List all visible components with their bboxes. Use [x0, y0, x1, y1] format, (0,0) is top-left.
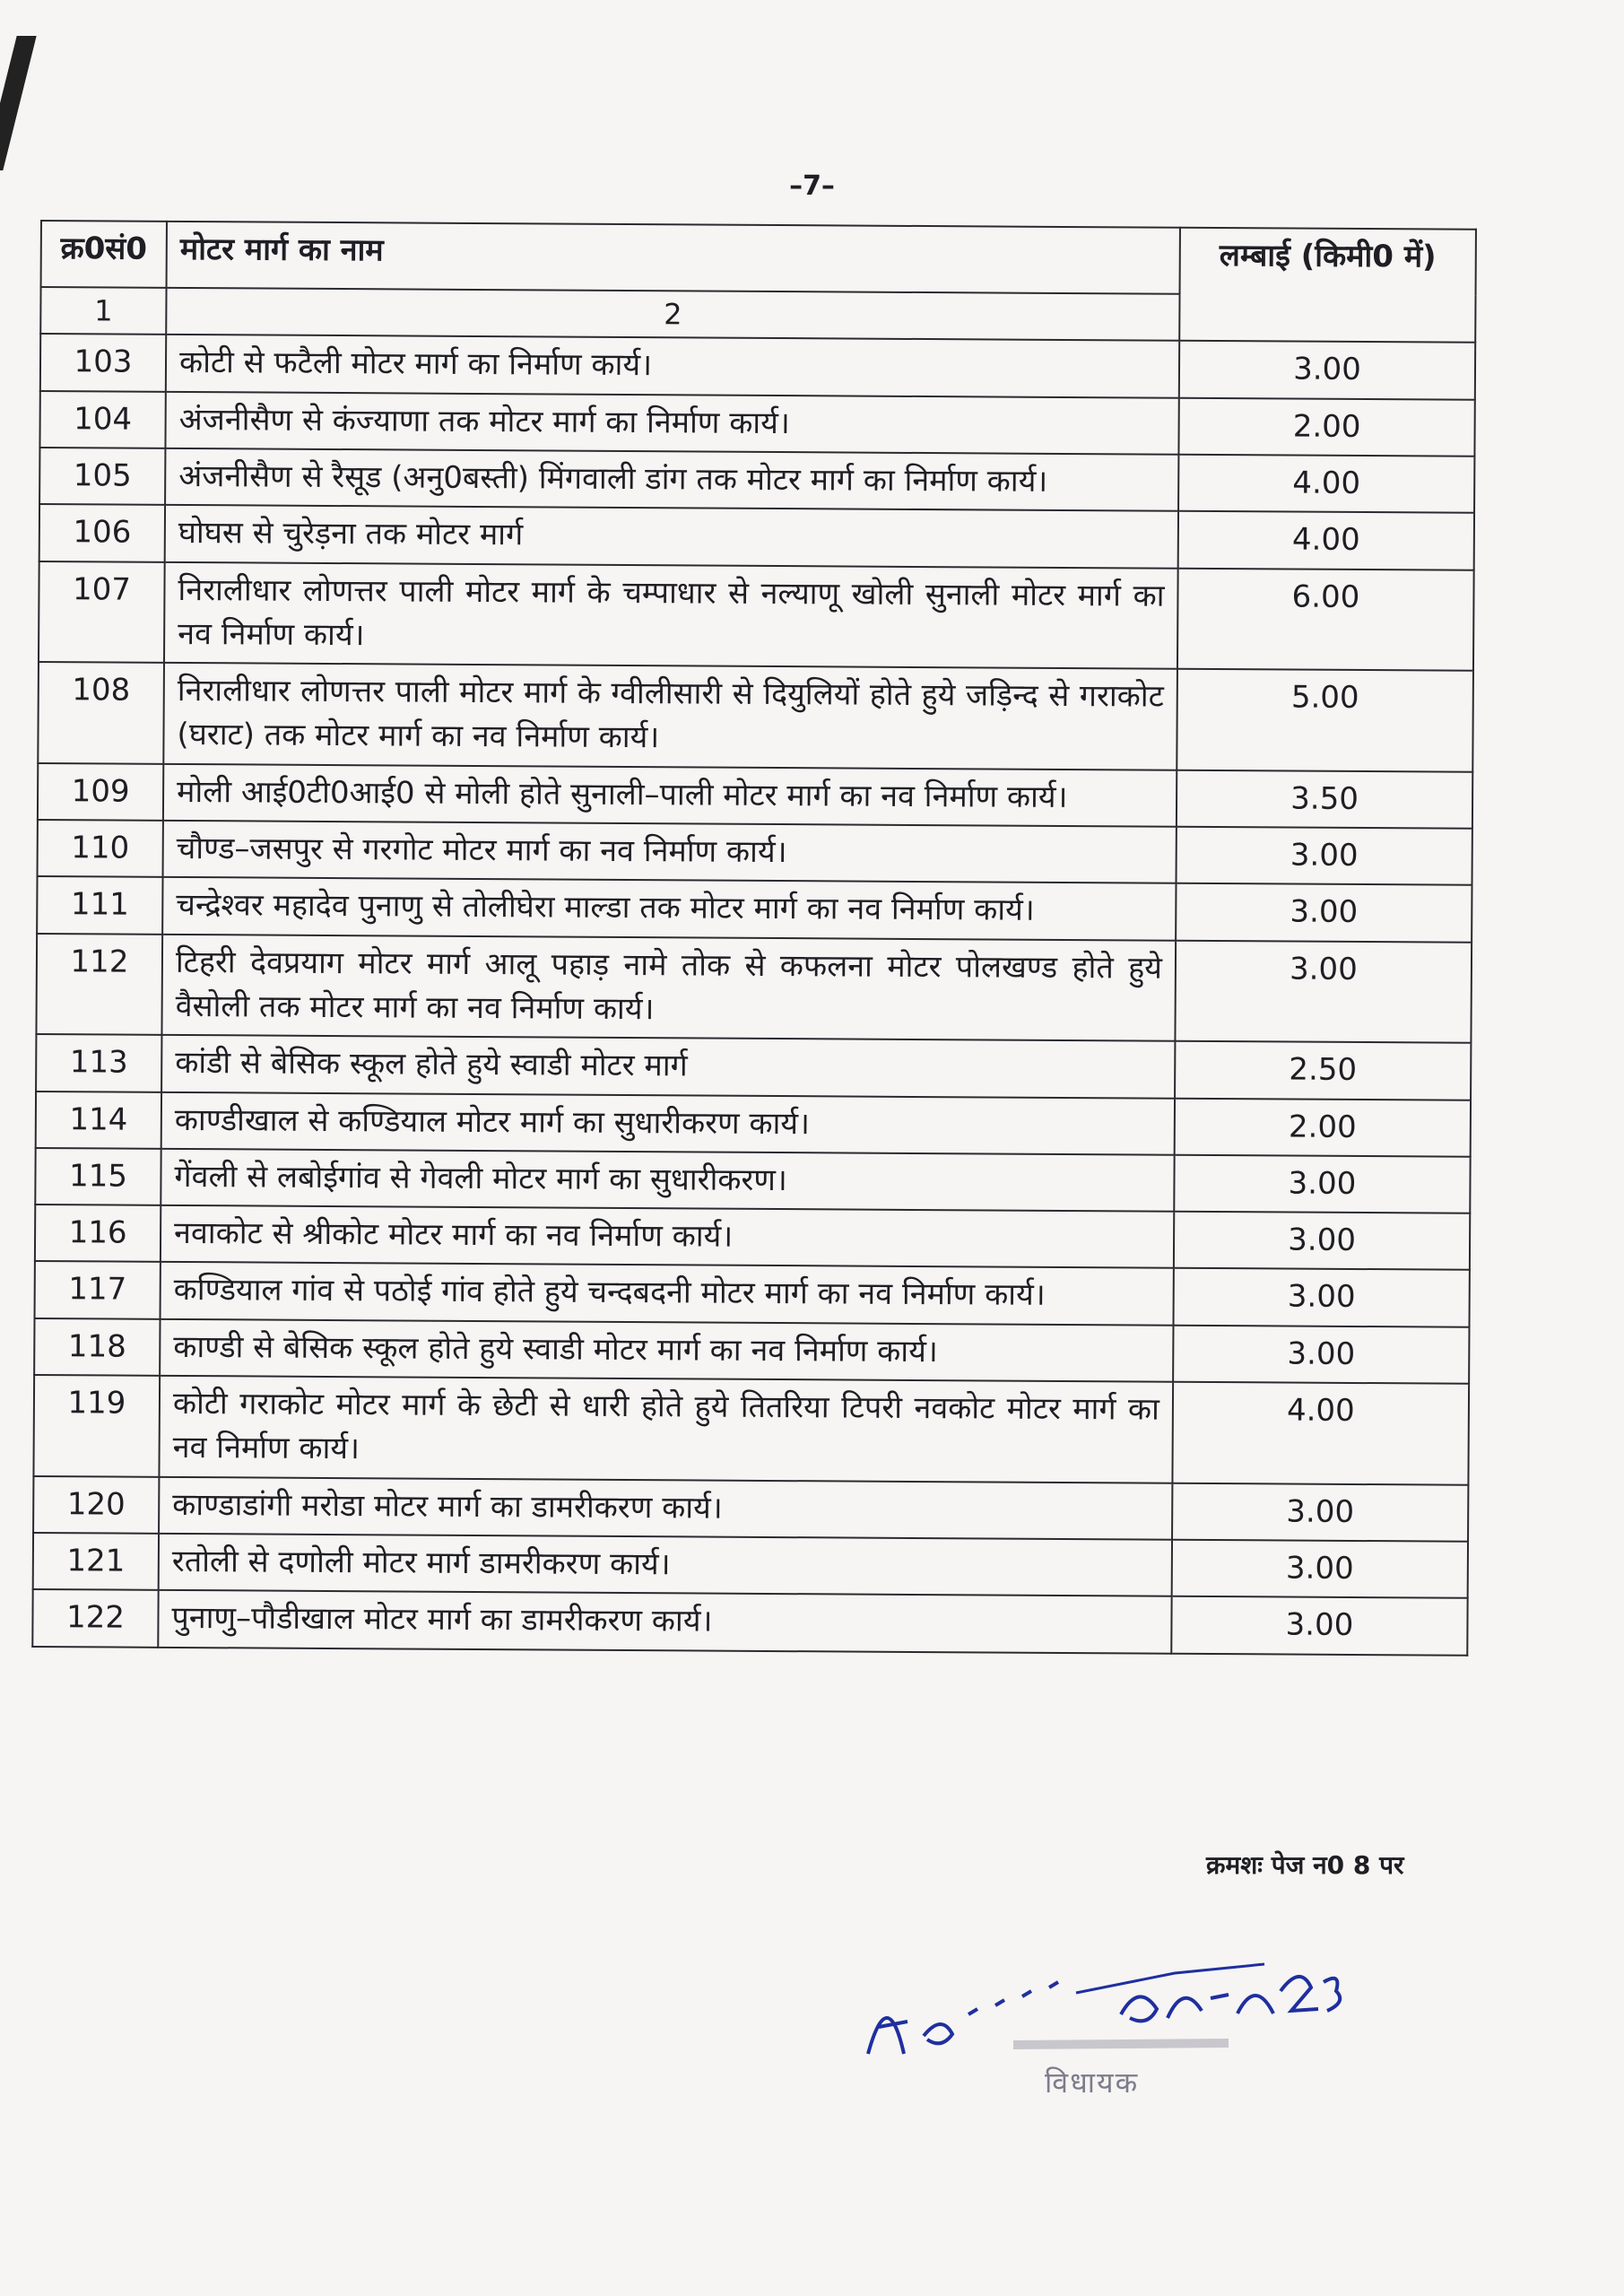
length-cell: 4.00: [1172, 1382, 1469, 1485]
table-row: [33, 1533, 1468, 1598]
serial-number-cell: 109: [38, 763, 163, 821]
serial-number-cell: 118: [34, 1318, 160, 1376]
length-cell: 3.00: [1172, 1483, 1468, 1541]
table-row: [35, 1261, 1470, 1326]
length-cell: 5.00: [1177, 669, 1473, 772]
header-serial-number: क्र0सं0: [41, 221, 167, 288]
road-name-cell: टिहरी देवप्रयाग मोटर मार्ग आलू पहाड़ नामे तोक से कफलना मोटर पोलखण्ड होते हुये वैसोली तक मोटर मार्ग का नव निर्माण कार्य।: [161, 935, 1176, 1041]
length-cell: 3.00: [1173, 1325, 1469, 1383]
table-row: [33, 1476, 1468, 1542]
length-cell: 3.50: [1177, 770, 1472, 829]
road-name-cell: पुनाणु–पौडीखाल मोटर मार्ग का डामरीकरण कार्य।: [158, 1590, 1171, 1653]
table-row: [40, 334, 1475, 399]
serial-number-cell: 113: [36, 1034, 161, 1091]
road-name-cell: नवाकोट से श्रीकोट मोटर मार्ग का नव निर्माण कार्य।: [161, 1205, 1174, 1268]
table-row: [38, 662, 1473, 771]
table-row: [35, 1205, 1470, 1270]
designation-stamp: विधायक: [1045, 2066, 1140, 2100]
road-name-cell: घोघस से चुरेड़ना तक मोटर मार्ग: [165, 505, 1178, 568]
serial-number-cell: 111: [37, 876, 162, 934]
table-row: [38, 763, 1472, 829]
continued-note: क्रमशः पेज न0 8 पर: [1206, 1850, 1404, 1880]
column-index-2: 2: [166, 288, 1179, 341]
serial-number-cell: 120: [33, 1476, 159, 1534]
table-row: [35, 1148, 1470, 1213]
length-cell: 6.00: [1177, 568, 1474, 671]
length-cell: 4.00: [1178, 455, 1474, 513]
table-row: [39, 561, 1474, 671]
serial-number-cell: 119: [33, 1375, 160, 1476]
table-row: [32, 1589, 1467, 1655]
table-row: [36, 934, 1472, 1043]
serial-number-cell: 116: [35, 1205, 161, 1262]
serial-number-cell: 108: [38, 662, 164, 763]
road-name-cell: कण्डियाल गांव से पठोई गांव होते हुये चन्दबदनी मोटर मार्ग का नव निर्माण कार्य।: [161, 1262, 1174, 1325]
serial-number-cell: 122: [32, 1589, 158, 1647]
table-row: [39, 391, 1474, 457]
length-cell: 2.00: [1175, 1098, 1471, 1156]
length-cell: 3.00: [1174, 1155, 1470, 1213]
length-cell: 3.00: [1171, 1596, 1467, 1655]
header-road-name: मोटर मार्ग का नाम: [167, 222, 1180, 294]
table-body: [32, 334, 1475, 1655]
page-number: –7–: [789, 170, 835, 202]
serial-number-cell: 106: [39, 504, 165, 561]
length-cell: 3.00: [1179, 341, 1475, 399]
road-name-cell: काण्डीखाल से कण्डियाल मोटर मार्ग का सुधारीकरण कार्य।: [161, 1091, 1175, 1154]
length-cell: 4.00: [1178, 511, 1474, 570]
length-cell: 3.00: [1173, 1268, 1469, 1326]
road-name-cell: निरालीधार लोणत्तर पाली मोटर मार्ग के ग्वीलीसारी से दियुलियों होते हुये जड़िन्द से गराकोट (घराट) तक मोटर मार्ग का नव निर्माण कार्य।: [163, 663, 1177, 770]
serial-number-cell: 117: [35, 1261, 161, 1318]
table-header-row: [41, 221, 1476, 296]
serial-number-cell: 121: [33, 1533, 159, 1590]
serial-number-cell: 114: [36, 1091, 161, 1149]
road-name-cell: काण्डी से बेसिक स्कूल होते हुये स्वाडी मोटर मार्ग का नव निर्माण कार्य।: [160, 1319, 1173, 1382]
column-index-1: 1: [40, 287, 166, 335]
road-name-cell: कोटी से फटैली मोटर मार्ग का निर्माण कार्य।: [166, 335, 1179, 397]
road-name-cell: चन्द्रेश्वर महादेव पुनाणु से तोलीघेरा माल्डा तक मोटर मार्ग का नव निर्माण कार्य।: [162, 877, 1176, 940]
road-name-cell: कोटी गराकोट मोटर मार्ग के छेटी से धारी होते हुये तितरिया टिपरी नवकोट मोटर मार्ग का नव निर्माण कार्य।: [159, 1376, 1173, 1483]
table-row: [39, 448, 1474, 513]
road-name-cell: काण्डाडांगी मरोडा मोटर मार्ग का डामरीकरण कार्य।: [159, 1476, 1172, 1539]
table-row: [38, 820, 1472, 885]
road-name-cell: कांडी से बेसिक स्कूल होते हुये स्वाडी मोटर मार्ग: [161, 1035, 1175, 1098]
road-name-cell: चौण्ड–जसपुर से गरगोट मोटर मार्ग का नव निर्माण कार्य।: [163, 821, 1177, 883]
length-cell: 2.50: [1175, 1041, 1471, 1100]
length-cell: 3.00: [1172, 1540, 1468, 1598]
serial-number-cell: 112: [36, 934, 162, 1035]
serial-number-cell: 103: [40, 334, 166, 391]
road-name-cell: मोली आई0टी0आई0 से मोली होते सुनाली–पाली मोटर मार्ग का नव निर्माण कार्य।: [163, 764, 1177, 827]
road-name-cell: रतोली से दणोली मोटर मार्ग डामरीकरण कार्य।: [159, 1534, 1172, 1596]
header-length-km: लम्बाई (किमी0 में): [1179, 228, 1476, 343]
road-name-cell: अंजनीसैण से रैसूड (अनु0बस्ती) मिंगवाली डांग तक मोटर मार्ग का निर्माण कार्य।: [165, 448, 1178, 511]
length-cell: 3.00: [1175, 940, 1472, 1043]
table-row: [36, 1034, 1471, 1100]
serial-number-cell: 110: [38, 820, 163, 877]
serial-number-cell: 115: [35, 1148, 161, 1205]
table-row: [39, 504, 1474, 570]
serial-number-cell: 107: [39, 561, 165, 663]
length-cell: 3.00: [1174, 1212, 1470, 1270]
motor-road-table: [31, 220, 1477, 1656]
length-cell: 3.00: [1177, 827, 1472, 885]
table-row: [37, 876, 1472, 942]
serial-number-cell: 105: [39, 448, 165, 505]
binding-shadow: [0, 36, 37, 170]
table-row: [36, 1091, 1471, 1157]
table-row: [33, 1375, 1469, 1484]
table-row: [34, 1318, 1469, 1384]
length-cell: 2.00: [1178, 397, 1474, 456]
road-name-cell: अंजनीसैण से कंज्याणा तक मोटर मार्ग का निर्माण कार्य।: [165, 392, 1178, 455]
road-name-cell: गेंवली से लबोईगांव से गेवली मोटर मार्ग का सुधारीकरण।: [161, 1149, 1174, 1212]
length-cell: 3.00: [1176, 883, 1472, 942]
serial-number-cell: 104: [39, 391, 165, 448]
road-name-cell: निरालीधार लोणत्तर पाली मोटर मार्ग के चम्पाधार से नल्याणू खोली सुनाली मोटर मार्ग का नव निर्माण कार्य।: [164, 561, 1178, 668]
